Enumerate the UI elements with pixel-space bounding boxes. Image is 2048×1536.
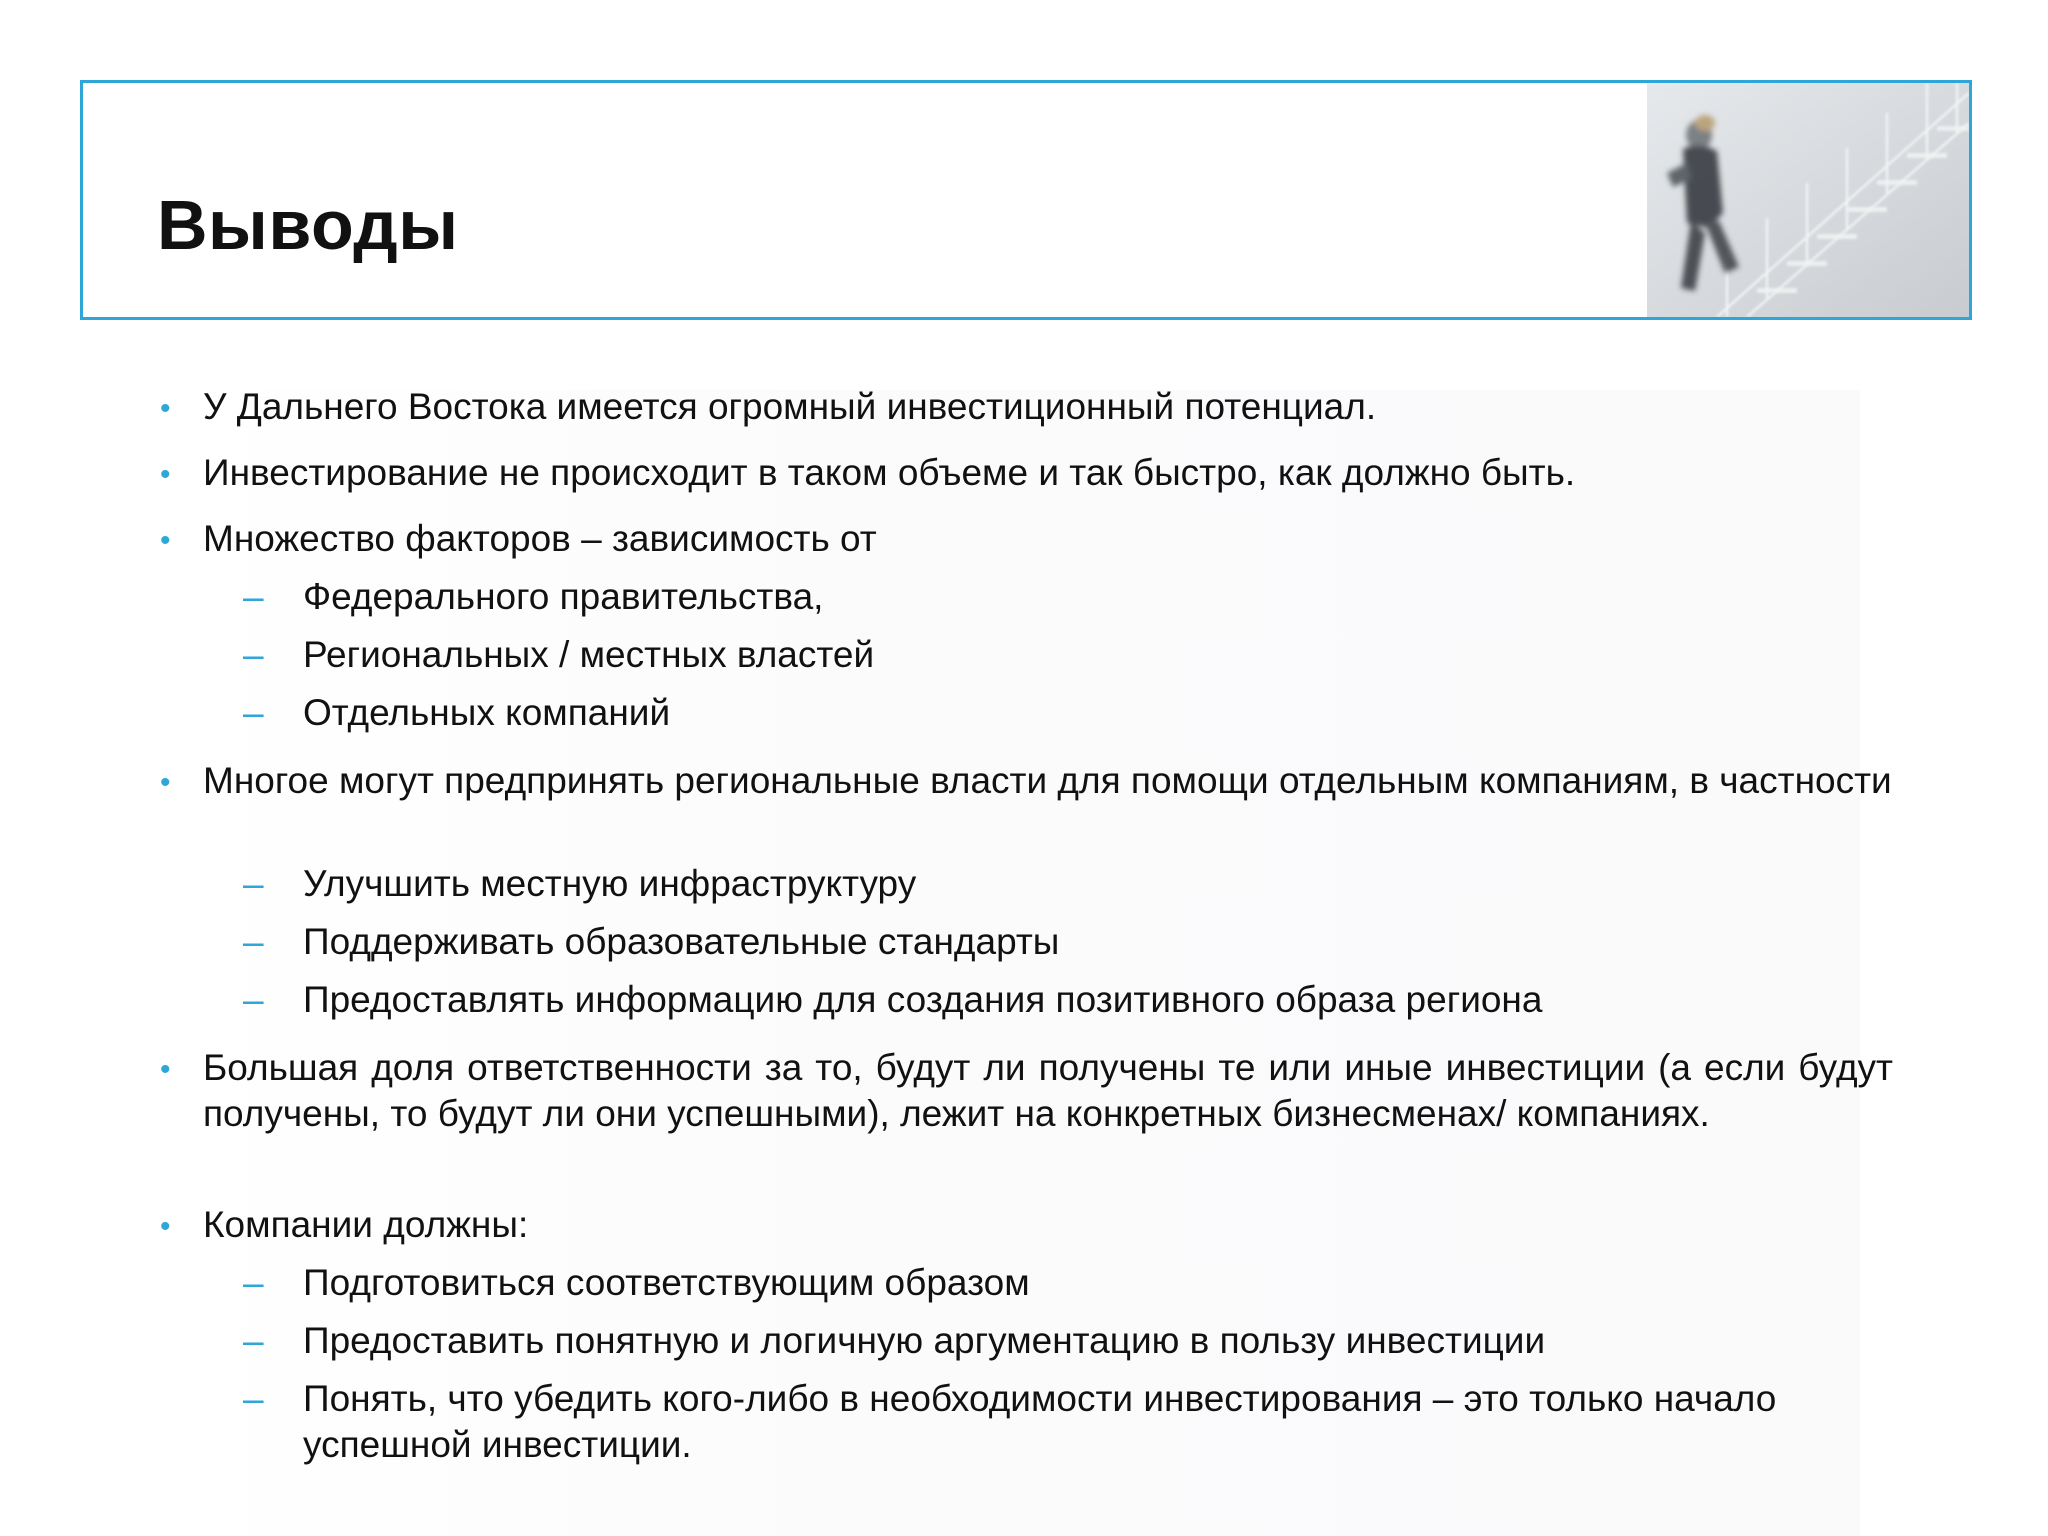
bullet-item: Большая доля ответственности за то, будут ли получены те или иные инвестиции (а если будут получены, то будут ли они успешными), лежит на конкретных бизнесменах/ компаниях. (203, 1047, 1893, 1134)
sub-bullet-item: Улучшить местную инфраструктуру (303, 863, 917, 904)
bullet-marker: • (160, 1053, 171, 1086)
sub-bullet-item: Региональных / местных властей (303, 634, 875, 675)
bullet-marker: • (160, 766, 171, 799)
sub-bullet-item: Федерального правительства, (303, 576, 824, 617)
sub-bullet-item: Подготовиться соответствующим образом (303, 1262, 1030, 1303)
sub-bullet-marker: – (243, 1320, 264, 1361)
sub-bullet-item: Понять, что убедить кого-либо в необходимости инвестирования – это только начало успешной инвестиции. (303, 1378, 1777, 1465)
sub-bullet-marker: – (243, 1262, 264, 1303)
sub-bullet-marker: – (243, 921, 264, 962)
sub-bullet-marker: – (243, 979, 264, 1020)
slide-title: Выводы (157, 186, 459, 264)
bullet-item: Инвестирование не происходит в таком объеме и так быстро, как должно быть. (203, 452, 1576, 493)
sub-bullet-marker: – (243, 692, 264, 733)
bullet-marker: • (160, 524, 171, 557)
bullet-item: Компании должны: (203, 1204, 529, 1245)
bullet-marker: • (160, 1210, 171, 1243)
sub-bullet-item: Поддерживать образовательные стандарты (303, 921, 1060, 962)
sub-bullet-marker: – (243, 1378, 264, 1419)
sub-bullet-item: Отдельных компаний (303, 692, 671, 733)
sub-bullet-marker: – (243, 634, 264, 675)
bullet-marker: • (160, 458, 171, 491)
sub-bullet-marker: – (243, 576, 264, 617)
sub-bullet-item: Предоставлять информацию для создания позитивного образа региона (303, 979, 1543, 1020)
bullet-item: Многое могут предпринять региональные власти для помощи отдельным компаниям, в частности (203, 760, 1892, 801)
bullet-item: Множество факторов – зависимость от (203, 518, 877, 559)
bullet-item: У Дальнего Востока имеется огромный инвестиционный потенциал. (203, 386, 1377, 427)
sub-bullet-marker: – (243, 863, 264, 904)
bullet-marker: • (160, 392, 171, 425)
sub-bullet-item: Предоставить понятную и логичную аргументацию в пользу инвестиции (303, 1320, 1546, 1361)
